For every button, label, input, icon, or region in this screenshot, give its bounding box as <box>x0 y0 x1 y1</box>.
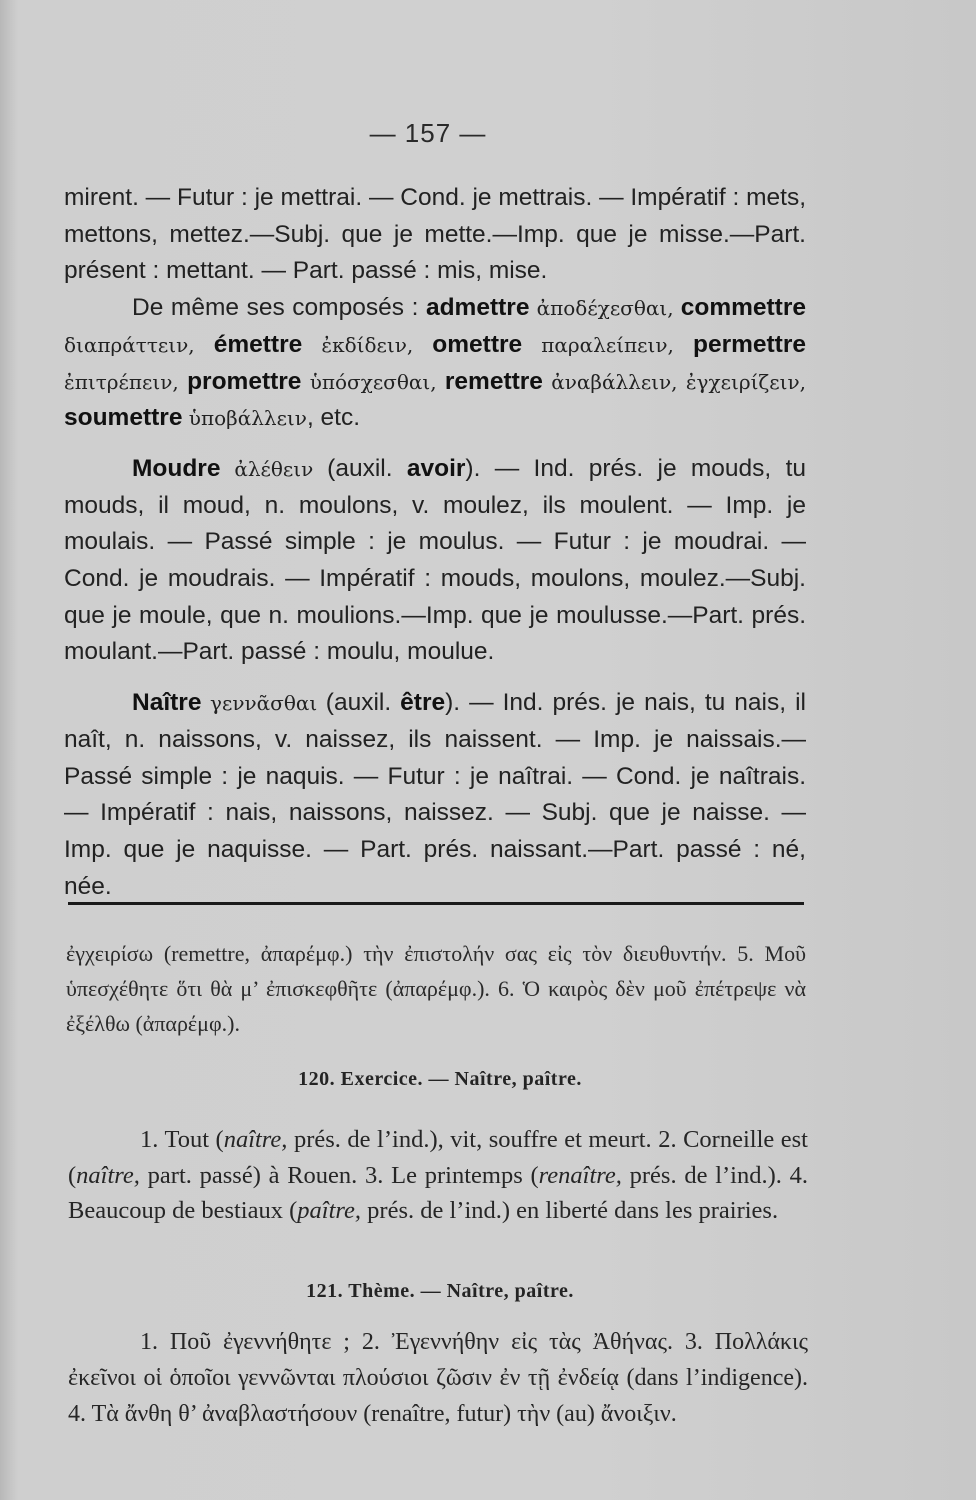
divider-rule <box>68 902 804 905</box>
paragraph-naitre <box>64 685 806 905</box>
exercise-number: 120. <box>298 1068 336 1090</box>
headword-emettre: émettre <box>213 330 303 358</box>
theme-121-heading <box>0 1280 880 1303</box>
conjugation-text <box>64 180 806 905</box>
theme-title: Thème. — Naître, paître. <box>348 1280 574 1302</box>
text-span: ). — Ind. prés. je mouds, tu mouds, il moud, n. moulons, v. moulez, ils moulent. — Imp. je moulais. — Passé simple : je moulus. — Futur : je moudrai. — Cond. je moudrais. — Impératif : mouds, moulons, moulez.—Subj. que je moule, que n. moulions.—Imp. que je moulusse.—Part. prés. moulant.—Part. passé : moulu, moulue. <box>64 454 806 666</box>
headword-permettre: permettre <box>692 330 806 358</box>
text-span: (auxil. <box>325 689 401 717</box>
headword-promettre: promettre <box>187 367 302 395</box>
theme-121-text: 1. Ποῦ ἐγεννήθητε ; 2. Ἐγεννήθην εἰς τὰς Ἀθήνας. 3. Πολλάκις ἐκεῖνοι οἱ ὁποῖοι γεννῶνται πλούσιοι ζῶσιν ἐν τῇ ἐνδείᾳ (dans l’indigence). 4. Τὰ ἄνθη θ’ ἀναβλαστήσουν (renaître, futur) τὴν (au) ἄνοιξιν. <box>68 1329 808 1427</box>
text-span: part. passé) à Rouen. 3. Le printemps ( <box>139 1161 539 1189</box>
headword-remettre: remettre <box>444 367 543 395</box>
footnote-block <box>66 936 806 1041</box>
text-span: 1. Tout ( <box>140 1126 224 1153</box>
exercise-title: Exercice. — Naître, paître. <box>340 1068 582 1090</box>
greek-gloss: ἐπιτρέπειν, <box>64 369 188 394</box>
greek-gloss: ἀναβάλλειν, ἐγχειρίζειν, <box>542 369 806 394</box>
text-span: prés. de l’ind.). 4. Beaucoup de bestiaux ( <box>68 1161 808 1224</box>
greek-gloss: παραλείπειν, <box>522 332 693 357</box>
greek-gloss: ὑπόσχεσθαι, <box>301 369 445 394</box>
greek-gloss: ἐκδίδειν, <box>302 332 433 357</box>
auxiliary-etre: être <box>400 689 446 717</box>
headword-admettre: admettre <box>425 294 530 322</box>
exercise-120-text <box>68 1122 808 1229</box>
headword-commettre: commettre <box>680 294 806 322</box>
italic-verb: paître, <box>297 1197 362 1224</box>
headword-moudre: Moudre <box>132 454 221 482</box>
greek-gloss: ὑποβάλλειν <box>182 406 307 431</box>
theme-121-body <box>68 1324 808 1432</box>
text-span: (auxil. <box>327 454 407 482</box>
headword-omettre: omettre <box>432 330 523 358</box>
italic-verb: naître, <box>223 1126 288 1153</box>
greek-gloss: ἀποδέχεσθαι, <box>529 296 681 321</box>
text-span: prés. de l’ind.), vit, souffre et meurt. <box>287 1126 652 1153</box>
exercise-120-heading <box>0 1068 880 1091</box>
text-span: De même ses composés : <box>132 294 426 322</box>
italic-verb: naître, <box>76 1161 140 1189</box>
greek-gloss: γεννᾶσθαι <box>201 691 326 716</box>
footnote-text: ἐγχειρίσω (remettre, ἀπαρέμφ.) τὴν ἐπιστολήν σας εἰς τὸν διευθυντήν. 5. Μοῦ ὑπεσχέθητε ὅτι θὰ μ’ ἐπισκεφθῆτε (ἀπαρέμφ.). 6. Ὁ καιρὸς δὲν μοῦ ἐπέτρεψε νὰ ἐξέλθω (ἀπαρέμφ.). <box>66 941 806 1036</box>
page-number: — 157 — <box>369 118 487 148</box>
paragraph-moudre <box>64 451 806 671</box>
text-span: ). — Ind. prés. je nais, tu nais, il naît, n. naissons, v. naissez, ils naissent. — Imp. je naissais.—Passé simple : je naquis. — Futur : je naîtrai. — Cond. je naîtrais. — Impératif : nais, naissons, naissez. — Subj. que je naisse. — Imp. que je naquisse. — Part. prés. naissant.—Part. passé : né, née. <box>64 689 806 900</box>
text-span: , etc. <box>306 404 361 432</box>
theme-number: 121. <box>306 1280 344 1302</box>
text-span: 2. Corneille est ( <box>68 1126 808 1189</box>
exercise-120-body <box>68 1122 808 1229</box>
greek-gloss: διαπράττειν, <box>64 332 214 357</box>
headword-naitre: Naître <box>132 689 202 717</box>
headword-soumettre: soumettre <box>64 404 183 432</box>
paragraph-mettre-end: mirent. — Futur : je mettrai. — Cond. je mettrais. — Impératif : mets, mettons, mettez.—Subj. que je mette.—Imp. que je misse.—Part. présent : mettant. — Part. passé : mis, mise. <box>64 184 806 285</box>
text-span: prés. de l’ind.) en liberté dans les prairies. <box>361 1197 779 1224</box>
paragraph-composes <box>64 290 806 437</box>
auxiliary-avoir: avoir <box>406 454 466 482</box>
italic-verb: renaître, <box>538 1161 622 1189</box>
greek-gloss: ἀλέθειν <box>220 456 328 481</box>
